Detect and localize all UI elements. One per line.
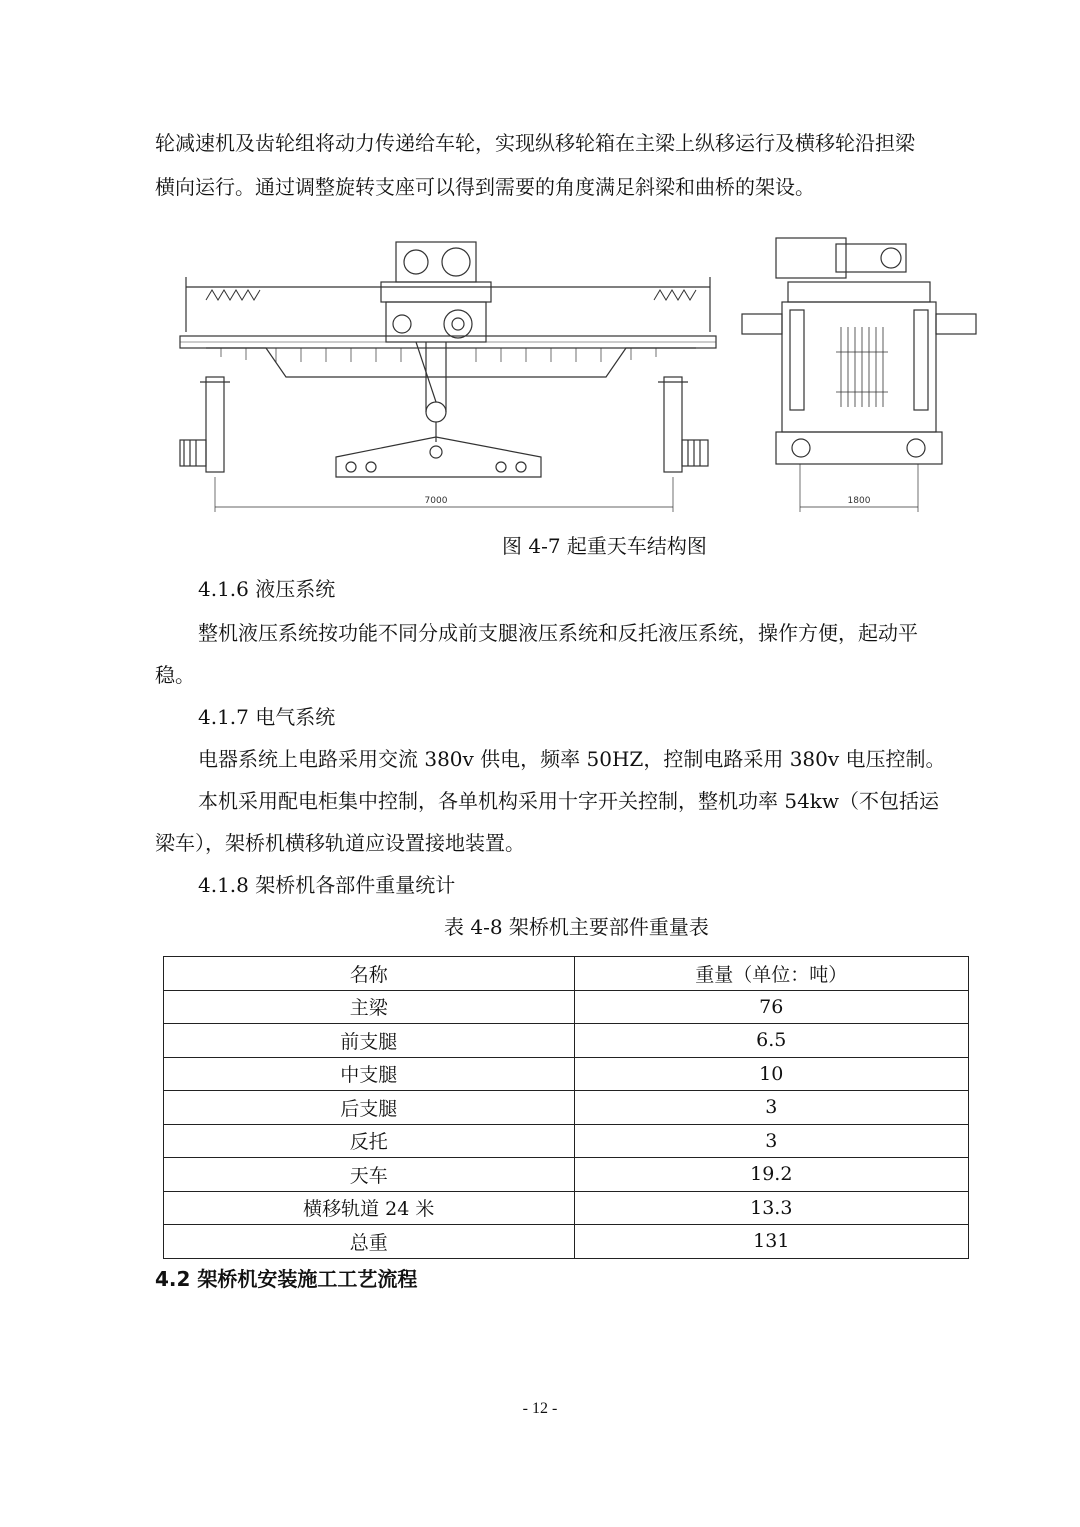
table-row — [164, 1024, 969, 1058]
header-name: 名称 — [164, 957, 575, 991]
table-row — [164, 1057, 969, 1091]
row-name: 横移轨道 24 米 — [164, 1191, 575, 1225]
table-row — [164, 990, 969, 1024]
row-name: 前支腿 — [164, 1024, 575, 1058]
table-row — [164, 1124, 969, 1158]
electric-heading: 4.1.7 电气系统 — [198, 705, 336, 729]
hydraulic-heading: 4.1.6 液压系统 — [198, 577, 336, 601]
table-caption: 表 4-8 架桥机主要部件重量表 — [444, 915, 709, 939]
row-name: 中支腿 — [164, 1057, 575, 1091]
row-weight: 131 — [574, 1225, 968, 1259]
row-weight: 3 — [574, 1124, 968, 1158]
table-row — [164, 1191, 969, 1225]
weights-table — [163, 956, 969, 1259]
dimension-width-label: 1800 — [847, 496, 871, 506]
table-row — [164, 1158, 969, 1192]
row-weight: 13.3 — [574, 1191, 968, 1225]
table-row — [164, 1091, 969, 1125]
intro-line-2: 横向运行。通过调整旋转支座可以得到需要的角度满足斜梁和曲桥的架设。 — [155, 175, 815, 199]
electric-line-1: 电器系统上电路采用交流 380v 供电，频率 50HZ，控制电路采用 380v 电压控制。 — [198, 747, 946, 771]
row-weight: 76 — [574, 990, 968, 1024]
row-weight: 6.5 — [574, 1024, 968, 1058]
row-name: 天车 — [164, 1158, 575, 1192]
row-weight: 19.2 — [574, 1158, 968, 1192]
hydraulic-line-2: 稳。 — [155, 663, 195, 687]
crane-structure-figure — [176, 232, 996, 526]
row-weight: 3 — [574, 1091, 968, 1125]
row-name: 反托 — [164, 1124, 575, 1158]
next-section-heading: 4.2 架桥机安装施工工艺流程 — [155, 1267, 418, 1291]
crane-drawing — [176, 232, 996, 522]
electric-line-3: 梁车），架桥机横移轨道应设置接地装置。 — [155, 831, 525, 855]
header-weight: 重量（单位：吨） — [574, 957, 968, 991]
row-name: 后支腿 — [164, 1091, 575, 1125]
page-number: - 12 - — [522, 1400, 558, 1417]
intro-line-1: 轮减速机及齿轮组将动力传递给车轮，实现纵移轮箱在主梁上纵移运行及横移轮沿担梁 — [155, 131, 915, 155]
row-name: 主梁 — [164, 990, 575, 1024]
electric-line-2: 本机采用配电柜集中控制，各单机构采用十字开关控制，整机功率 54kw（不包括运 — [198, 789, 940, 813]
row-weight: 10 — [574, 1057, 968, 1091]
figure-caption: 图 4-7 起重天车结构图 — [502, 534, 707, 558]
dimension-span-label: 7000 — [424, 496, 448, 506]
weight-heading: 4.1.8 架桥机各部件重量统计 — [198, 873, 456, 897]
table-row — [164, 1225, 969, 1259]
hydraulic-line-1: 整机液压系统按功能不同分成前支腿液压系统和反托液压系统，操作方便，起动平 — [198, 621, 918, 645]
row-name: 总重 — [164, 1225, 575, 1259]
table-header-row — [164, 957, 969, 991]
